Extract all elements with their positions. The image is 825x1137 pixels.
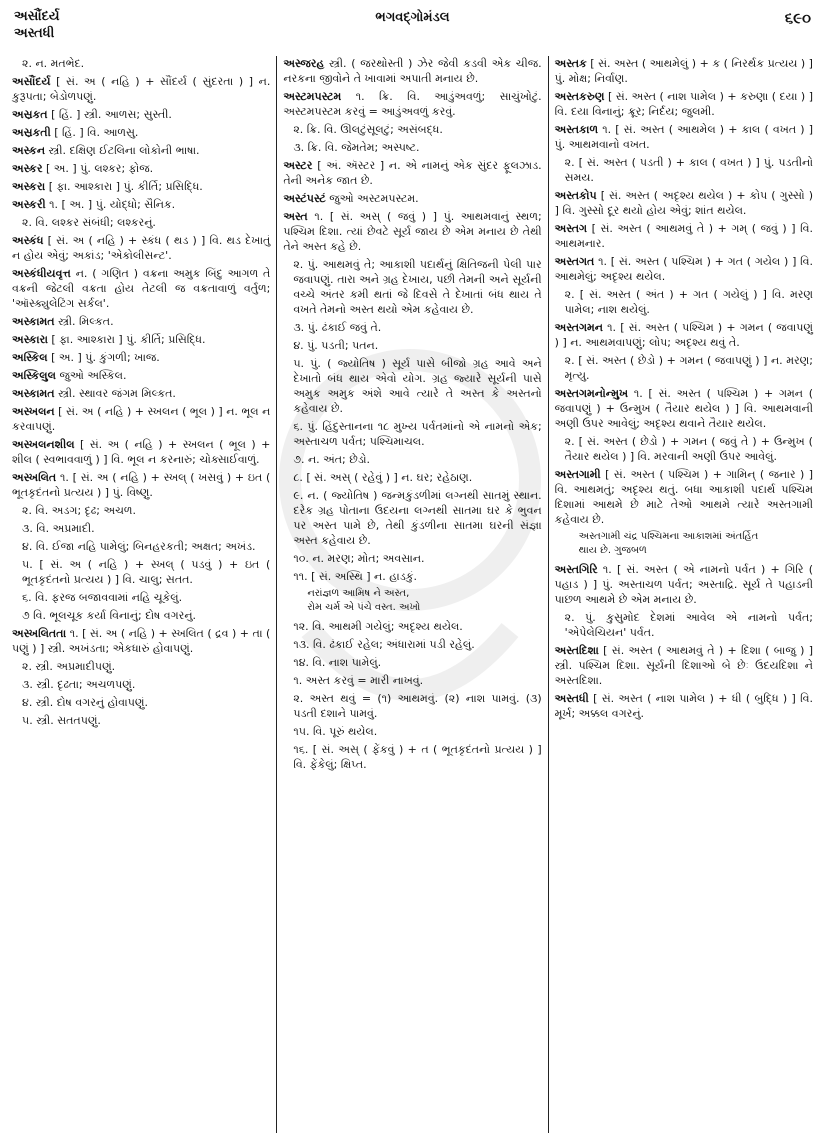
sense-line (293, 338, 541, 353)
definition-text: ૩. સ્ત્રી. દૃઢતા; અચળપણું. (22, 678, 136, 691)
definition-text: ૨. વિ. અડગ; દૃઢ; અચળ. (22, 504, 136, 517)
sense-line (293, 488, 541, 548)
headword: અસ્જરહ (283, 57, 325, 70)
dictionary-entry (12, 179, 270, 194)
sense-line (293, 742, 541, 772)
running-title: ભગવદ્ગોમંડલ (375, 10, 450, 25)
sense-line (22, 695, 270, 710)
definition-text: ૧૨. વિ. આથમી ગયેલું; અદૃશ્ય થયેલ. (293, 620, 463, 633)
sense-line (565, 155, 813, 185)
definition-text: ૨. ન. મતભેદ. (22, 57, 85, 70)
headword: અસ્ટંપસ્ટં (283, 192, 326, 205)
definition-text: ૧૬. [ સં. અસ્ ( ફેંકવું ) + ત ( ભૂતકૃદંતનો પ્રત્યય ) ] વિ. ફેંકેલું; ક્ષિપ્ત. (293, 743, 542, 771)
sense-line (293, 637, 541, 652)
headword: અસ્કંધીયવૃત્ત (12, 267, 71, 280)
definition-text: ૨. [ સં. અસ્ત ( પડતી ) + કાલ ( વખત ) ] પું. પડતીનો સમય. (564, 156, 813, 184)
dictionary-entry (555, 386, 813, 431)
definition-text: [ સં. અસ્ત ( અદૃશ્ય થયેલ ) + કોપ ( ગુસ્સો ) ] વિ. ગુસ્સો દૂર થયો હોય એવું; શાંત થયેલ. (554, 189, 813, 217)
headword: અસ્કર (12, 162, 43, 175)
definition-text: સ્ત્રી. દક્ષિણ ઈટલિના લોકોની ભાષા. (48, 144, 200, 157)
headword: અસ્ટમપસ્ટમ (283, 90, 342, 103)
sense-line (293, 257, 541, 317)
sense-line (22, 713, 270, 728)
dictionary-entry (555, 643, 813, 688)
sense-line (293, 691, 541, 721)
definition-text: ૧૪. વિ. નાશ પામેલું. (293, 656, 382, 669)
sense-line (293, 655, 541, 670)
quotation-line: નરાંજ્ઞળ આમિષ ને અસ્ત, (307, 588, 410, 599)
definition-text: ૧. [ સં. અસ્ત ( પશ્ચિમ ) + ગમન ( જવાપણું ) + ઉન્મુખ ( તૈયાર થયેલ ) ] વિ. આથમવાની અણી ઉપર આવેલું; અદૃશ્ય થવાને તૈયાર થયેલ. (554, 387, 813, 430)
sense-line (293, 452, 541, 467)
sense-line (293, 619, 541, 634)
definition-text: જુઓ અસ્કિલ. (59, 369, 127, 382)
definition-text: [ ફા. આશ્કારા ] પું. કીર્તિ; પ્રસિદ્ધિ. (48, 180, 203, 193)
definition-text: ૪. વિ. ઈજા નહિ પામેલું; બિનહરકતી; અક્ષત; અખંડ. (22, 540, 256, 553)
definition-text: જુઓ અસ્ટમપસ્ટમ. (329, 192, 419, 205)
definition-text: ૧૦. ન. મરણ; મોત; અવસાન. (293, 552, 425, 565)
guide-word-first: અસૌંદર્ય (14, 9, 60, 24)
definition-text: [ ફા. આશ્કારા ] પું. કીર્તિ; પ્રસિદ્ધિ. (51, 333, 206, 346)
definition-text: [ સં. અસ્ત ( પશ્ચિમ ) + ગામિન્ ( જનાર ) ] વિ. આથમતું; અદૃશ્ય થતું. બધા આકાશી પદાર્થ પશ્ચિમ દિશામાં આથમે છે માટે તેઓ આથમે ત્યારે અસ્તગામી કહેવાય છે. (554, 468, 813, 526)
headword: અસ્તકાળ (554, 123, 599, 136)
headword: અસ્કામત (12, 387, 55, 400)
column-1 (6, 56, 276, 1133)
definition-text: ૧. [ સં. અ ( નહિ ) + સ્ખલ્ ( ખસવું ) + ઇત ( ભૂતકૃદંતનો પ્રત્યય ) ] પું. વિષ્ણુ. (12, 471, 271, 499)
headword: અસૌંદર્ય (12, 75, 51, 88)
sense-line (565, 610, 813, 640)
column-3 (548, 56, 819, 1133)
sense-line (293, 140, 541, 155)
sense-line (22, 590, 270, 605)
definition-text: [ સં. અસ્ત ( આથમેલું ) + ક ( નિરર્થક પ્રત્યય ) ] પું. મોક્ષ; નિર્વાણ. (554, 57, 813, 85)
headword: અસ્કંધ (12, 234, 44, 247)
sense-line (22, 677, 270, 692)
definition-text: [ સં. અ ( નહિ ) + સૌંદર્ય ( સુંદરતા ) ] ન. કુરૂપતા; બેડોળપણું. (12, 75, 271, 103)
headword: અસ્કિલુલ (12, 369, 56, 382)
definition-text: સ્ત્રી. સ્થાવર જંગમ મિલ્કત. (58, 387, 176, 400)
definition-text: ૧. [ સં. અસ્ત ( એ નામનો પર્વત ) + ગિરિ ( પહાડ ) ] પું. અસ્તાચળ પર્વત; અસ્તાદ્રિ. સૂર્ય તે પહાડની પાછળ આથમે છે એમ મનાય છે. (554, 563, 813, 606)
sense-line (293, 320, 541, 335)
definition-text: ૪. સ્ત્રી. દોષ વગરનું હોવાપણું. (22, 696, 148, 709)
dictionary-entry (283, 158, 541, 188)
headword: અસ્ખલનશીલ (12, 438, 75, 451)
dictionary-entry (283, 209, 541, 254)
quotation (307, 587, 541, 615)
headword: અસ્કરા (12, 180, 46, 193)
definition-text: ૨. પું. કુસુમોદ દેશમાં આવેલ એ નામનો પર્વત; 'એપેલેચિયન' પર્વત. (564, 611, 813, 639)
sense-line (565, 353, 813, 383)
dictionary-entry (12, 386, 270, 401)
definition-text: ૧. [ સં. અસ્ત ( પશ્ચિમ ) + ગમન ( જવાપણું ) ] ન. આથમવાપણું; લોપ; અદૃશ્ય થવું તે. (554, 321, 813, 349)
sense-line (293, 470, 541, 485)
sense-line (293, 724, 541, 739)
definition-text: ૩. પું. ઢંકાઈ જવું તે. (293, 321, 382, 334)
headword: અસ્ત (283, 210, 308, 223)
page-number: ૬૯૦ (784, 9, 811, 27)
definition-text: [ અ. ] પું. લશ્કર; ફોજ. (46, 162, 154, 175)
definition-text: ૬. પું. હિંદુસ્તાનના ૧૮ મુખ્ય પર્વતમાંનો એ નામનો એક; અસ્તાચળ પર્વત; પશ્ચિમાચલ. (293, 420, 542, 448)
definition-text: ૨. અસ્ત થવું = (૧) આથમવું. (૨) નાશ પામવું. (૩) પડતી દશાને પામવું. (293, 692, 542, 720)
dictionary-entry (555, 89, 813, 119)
sense-line (22, 539, 270, 554)
definition-text: [ સં. અસ્ત ( નાશ પામેલ ) + કરુણા ( દયા ) ] વિ. દયા વિનાનું; ક્રૂર; નિર્દય; જુલમી. (554, 90, 813, 118)
definition-text: ૭ વિ. ભૂલચૂક કર્યા વિનાનું; દોષ વગરનું. (22, 609, 197, 622)
headword: અસ્તગત (554, 255, 595, 268)
headword: અસ્ખલિતતા (12, 627, 67, 640)
dictionary-entry (12, 161, 270, 176)
quotation-line: અસ્તગામી ચંદ્ર પશ્ચિમના આકાશમાં અંતર્હિત (578, 531, 759, 542)
headword: અસ્કરી (12, 198, 46, 211)
definition-text: ૫. પું. ( જ્યોતિષ ) સૂર્ય પાસે બીજો ગ્રહ આવે અને દેખાતો બંધ થાય એવો યોગ. ગ્રહ જ્યારે સૂર્યની પાસે અમુક અમુક અંશે આવે ત્યારે તે અસ્ત કે અસ્તનો કહેવાય છે. (293, 357, 542, 415)
definition-text: [ સં. અસ્ત ( નાશ પામેલ ) + ધી ( બુદ્ધિ ) ] વિ. મૂર્ખ; અક્કલ વગરનું. (554, 692, 813, 720)
dictionary-entry (12, 197, 270, 212)
headword: અસ્તગિરિ (554, 563, 598, 576)
definition-text: ૨. વિ. લશ્કર સંબંધી; લશ્કરનું. (22, 216, 156, 229)
definition-text: ૧. [ અ. ] પું. યોદ્ધો; સૈનિક. (49, 198, 176, 211)
dictionary-entry (555, 56, 813, 86)
sense-line (22, 557, 270, 587)
definition-text: સ્ત્રી. મિલ્કત. (58, 315, 114, 328)
definition-text: [ અં. ઍસ્ટર ] ન. એ નામનું એક સુંદર ફૂલઝાડ. તેની અનેક જાત છે. (283, 159, 542, 187)
definition-text: ૧. [ સં. અસ્ત ( પશ્ચિમ ) + ગત ( ગયેલ ) ] વિ. આથમેલું; અદૃશ્ય થયેલ. (554, 255, 813, 283)
sense-line (565, 287, 813, 317)
headword: અસ્ખલન (12, 405, 55, 418)
definition-text: સ્ત્રી. ( જરથોસ્તી ) ઝેર જેવી કડવી એક ચીજ. નરકના જીવોને તે ખાવામાં અપાતી મનાય છે. (283, 57, 542, 85)
dictionary-entry (283, 89, 541, 119)
quotation-line: રોમ ચર્મ એ પંચે વસ્ત. અખો (307, 602, 421, 613)
definition-text: ૧૩. વિ. ઢંકાઈ રહેલ; અંધારામાં પડી રહેલું. (293, 638, 475, 651)
definition-text: ૩. વિ. અપ્રમાદી. (22, 522, 95, 535)
quotation (579, 530, 813, 558)
headword: અસ્કિલ (12, 351, 48, 364)
definition-text: [ સં. અસ્ત ( આથમવું તે ) + દિશા ( બાજુ ) ] સ્ત્રી. પશ્ચિમ દિશા. સૂર્યની દિશાઓ બે છેઃ ઉદયદિશા ને અસ્તદિશા. (554, 644, 813, 687)
definition-text: ૧. [ સં. અ ( નહિ ) + સ્ખલિત ( દ્રવ ) + તા ( પણું ) ] સ્ત્રી. અખંડતા; એકધારું હોવાપણું. (12, 627, 271, 655)
headword: અસ્રકતી (12, 126, 51, 139)
headword: અસ્તકરુણ (554, 90, 605, 103)
sense-line (22, 503, 270, 518)
definition-text: [ હિં. ] સ્ત્રી. આળસ; સુસ્તી. (51, 108, 172, 121)
dictionary-entry (555, 221, 813, 251)
definition-text: ૧. [ સં. અસ્ત ( આથમેલ ) + કાલ ( વખત ) ] પું. આથમવાનો વખત. (554, 123, 813, 151)
dictionary-entry (555, 467, 813, 527)
headword: અસ્તધી (554, 692, 589, 705)
definition-text: ૨. [ સં. અસ્ત ( છેડો ) + ગમન ( જવું તે ) + ઉન્મુખ ( તૈયાર થયેલ ) ] વિ. મરવાની અણી ઉપર આવેલું. (564, 435, 813, 463)
dictionary-entry (555, 254, 813, 284)
headword: અસ્તકોપ (554, 189, 597, 202)
quotation-line: થાય છે. ગુજબળ (578, 545, 647, 556)
dictionary-entry (12, 437, 270, 467)
sense-line (22, 521, 270, 536)
dictionary-entry (12, 143, 270, 158)
definition-text: [ સં. અસ્ત ( આથમવું તે ) + ગમ્ ( જવું ) ] વિ. આથમનાર. (554, 222, 813, 250)
dictionary-entry (12, 107, 270, 122)
sense-line (565, 434, 813, 464)
sense-line (22, 608, 270, 623)
definition-text: [ અ. ] પું. કુંગળી; ખાજ. (51, 351, 160, 364)
dictionary-entry (555, 320, 813, 350)
sense-line (293, 356, 541, 416)
page-header (8, 6, 817, 58)
dictionary-entry (12, 368, 270, 383)
definition-text: ૨. ક્રિ. વિ. ઊલટુંસૂલટું; અસંબદ્ધ. (293, 123, 443, 136)
dictionary-entry (12, 233, 270, 263)
definition-text: ૫. સ્ત્રી. સતતપણું. (22, 714, 101, 727)
definition-text: ૧. ક્રિ. વિ. આડુંઅવળું; સાચુંખોટું. અસ્ટમપસ્ટમ કરવું = આડુંઅવળું કરવું. (283, 90, 542, 118)
guide-word-last: અસ્તધી (14, 26, 55, 41)
headword: અસ્તક (554, 57, 587, 70)
sense-line (22, 659, 270, 674)
dictionary-entry (12, 470, 270, 500)
sense-line (293, 419, 541, 449)
headword: અસ્રકત (12, 108, 48, 121)
entry-columns (6, 56, 819, 1133)
headword: અસ્તગ (554, 222, 588, 235)
sense-line (22, 56, 270, 71)
dictionary-entry (555, 122, 813, 152)
definition-text: ૨. [ સં. અસ્ત ( છેડો ) + ગમન ( જવાપણું ) ] ન. મરણ; મૃત્યુ. (564, 354, 813, 382)
dictionary-entry (12, 350, 270, 365)
definition-text: ન. ( ગણિત ) વક્રના અમુક બિંદુ આગળ તે વક્રની જેટલી વક્રતા હોય તેટલી જ વક્રતાવાળું વર્તુળ; 'ઑસ્ક્યુલેટિંગ સર્કલ'. (12, 267, 271, 310)
dictionary-entry (12, 332, 270, 347)
definition-text: [ સં. અ ( નહિ ) + સ્ખલન ( ભૂલ ) + શીલ ( સ્વભાવવાળું ) ] વિ. ભૂલ ન કરનારું; ચોક્સાઈવાળું. (12, 438, 271, 466)
dictionary-entry (12, 626, 270, 656)
dictionary-entry (12, 74, 270, 104)
sense-line (293, 569, 541, 584)
dictionary-entry (12, 404, 270, 434)
headword: અસ્ખલિત (12, 471, 57, 484)
headword: અસ્કામત (12, 315, 55, 328)
headword: અસ્તદિશા (554, 644, 599, 657)
headword: અસ્તગમન (554, 321, 603, 334)
definition-text: ૨. સ્ત્રી. અપ્રમાદીપણું. (22, 660, 116, 673)
sense-line (22, 215, 270, 230)
definition-text: ૯. ન. ( જ્યોતિષ ) જન્મકુંડળીમાં લગ્નથી સાતમું સ્થાન. દરેક ગ્રહ પોતાના ઉદયના લગ્નથી સાતમા ઘર કે ભુવન પર અસ્ત પામે છે, તેથી કુંડળીના સાતમા ઘરની સંજ્ઞા અસ્ત કહેવાય છે. (293, 489, 542, 547)
definition-text: ૬. વિ. ફરજ બજાવવામાં નહિ ચૂકેલું. (22, 591, 183, 604)
definition-text: ૧. અસ્ત કરવું = મારી નાખવું. (293, 674, 424, 687)
dictionary-entry (12, 266, 270, 311)
dictionary-entry (283, 191, 541, 206)
definition-text: ૨. પું. આથમવું તે; આકાશી પદાર્થનું ક્ષિતિજની પેલી પાર જવાપણું. તારા અને ગ્રહ દેખાય, પછી તેમની અને સૂર્યની વચ્ચે અંતર કમી થતાં જે દિવસે તે દેખાતાં બંધ થાય તે વખતે તેમનો અસ્ત થયો એમ કહેવાય છે. (293, 258, 542, 316)
definition-text: ૨. [ સં. અસ્ત ( અંત ) + ગત ( ગયેલું ) ] વિ. મરણ પામેલ; નાશ થયેલું. (564, 288, 813, 316)
definition-text: ૧૧. [ સં. અસ્થિ ] ન. હાડકું. (293, 570, 418, 583)
dictionary-entry (555, 188, 813, 218)
definition-text: ૧૫. વિ. પૂરું થયેલ. (293, 725, 378, 738)
headword: અસ્ટર (283, 159, 313, 172)
column-2 (276, 56, 547, 1133)
dictionary-entry (12, 125, 270, 140)
sense-line (293, 551, 541, 566)
dictionary-entry (555, 562, 813, 607)
definition-text: ૩. ક્રિ. વિ. જેમતેમ; અસ્પષ્ટ. (293, 141, 420, 154)
headword: અસ્કન (12, 144, 46, 157)
definition-text: [ હિં. ] વિ. આળસુ. (54, 126, 139, 139)
dictionary-entry (12, 314, 270, 329)
definition-text: ૧. [ સં. અસ્ ( જવું ) ] પું. આથમવાનું સ્થળ; પશ્ચિમ દિશા. ત્યાં છેવટે સૂર્ય જાય છે એમ મનાય છે તેથી તેને અસ્ત કહે છે. (283, 210, 542, 253)
definition-text: ૪. પું. પડતી; પતન. (293, 339, 379, 352)
sense-line (293, 122, 541, 137)
headword: અસ્કારા (12, 333, 48, 346)
definition-text: [ સં. અ ( નહિ ) + સ્કંધ ( થડ ) ] વિ. થડ દેખાતું ન હોય એવું; અકાંડ; 'એકોલીસન્ટ'. (12, 234, 271, 262)
dictionary-entry (555, 691, 813, 721)
dictionary-entry (283, 56, 541, 86)
headword: અસ્તગમનોન્મુખ (554, 387, 629, 400)
definition-text: ૭. ન. અંત; છેડો. (293, 453, 371, 466)
headword: અસ્તગામી (554, 468, 601, 481)
sense-line (293, 673, 541, 688)
definition-text: ૫. [ સં. અ ( નહિ ) + સ્ખલ્ ( પડવું ) + ઇત ( ભૂતકૃદંતનો પ્રત્યય ) ] વિ. ચાલુ; સતત. (22, 558, 271, 586)
definition-text: ૮. [ સં. અસ્ ( રહેવું ) ] ન. ઘર; રહેઠાણ. (293, 471, 473, 484)
definition-text: [ સં. અ ( નહિ ) + સ્ખલન ( ભૂલ ) ] ન. ભૂલ ન કરવાપણું. (12, 405, 271, 433)
